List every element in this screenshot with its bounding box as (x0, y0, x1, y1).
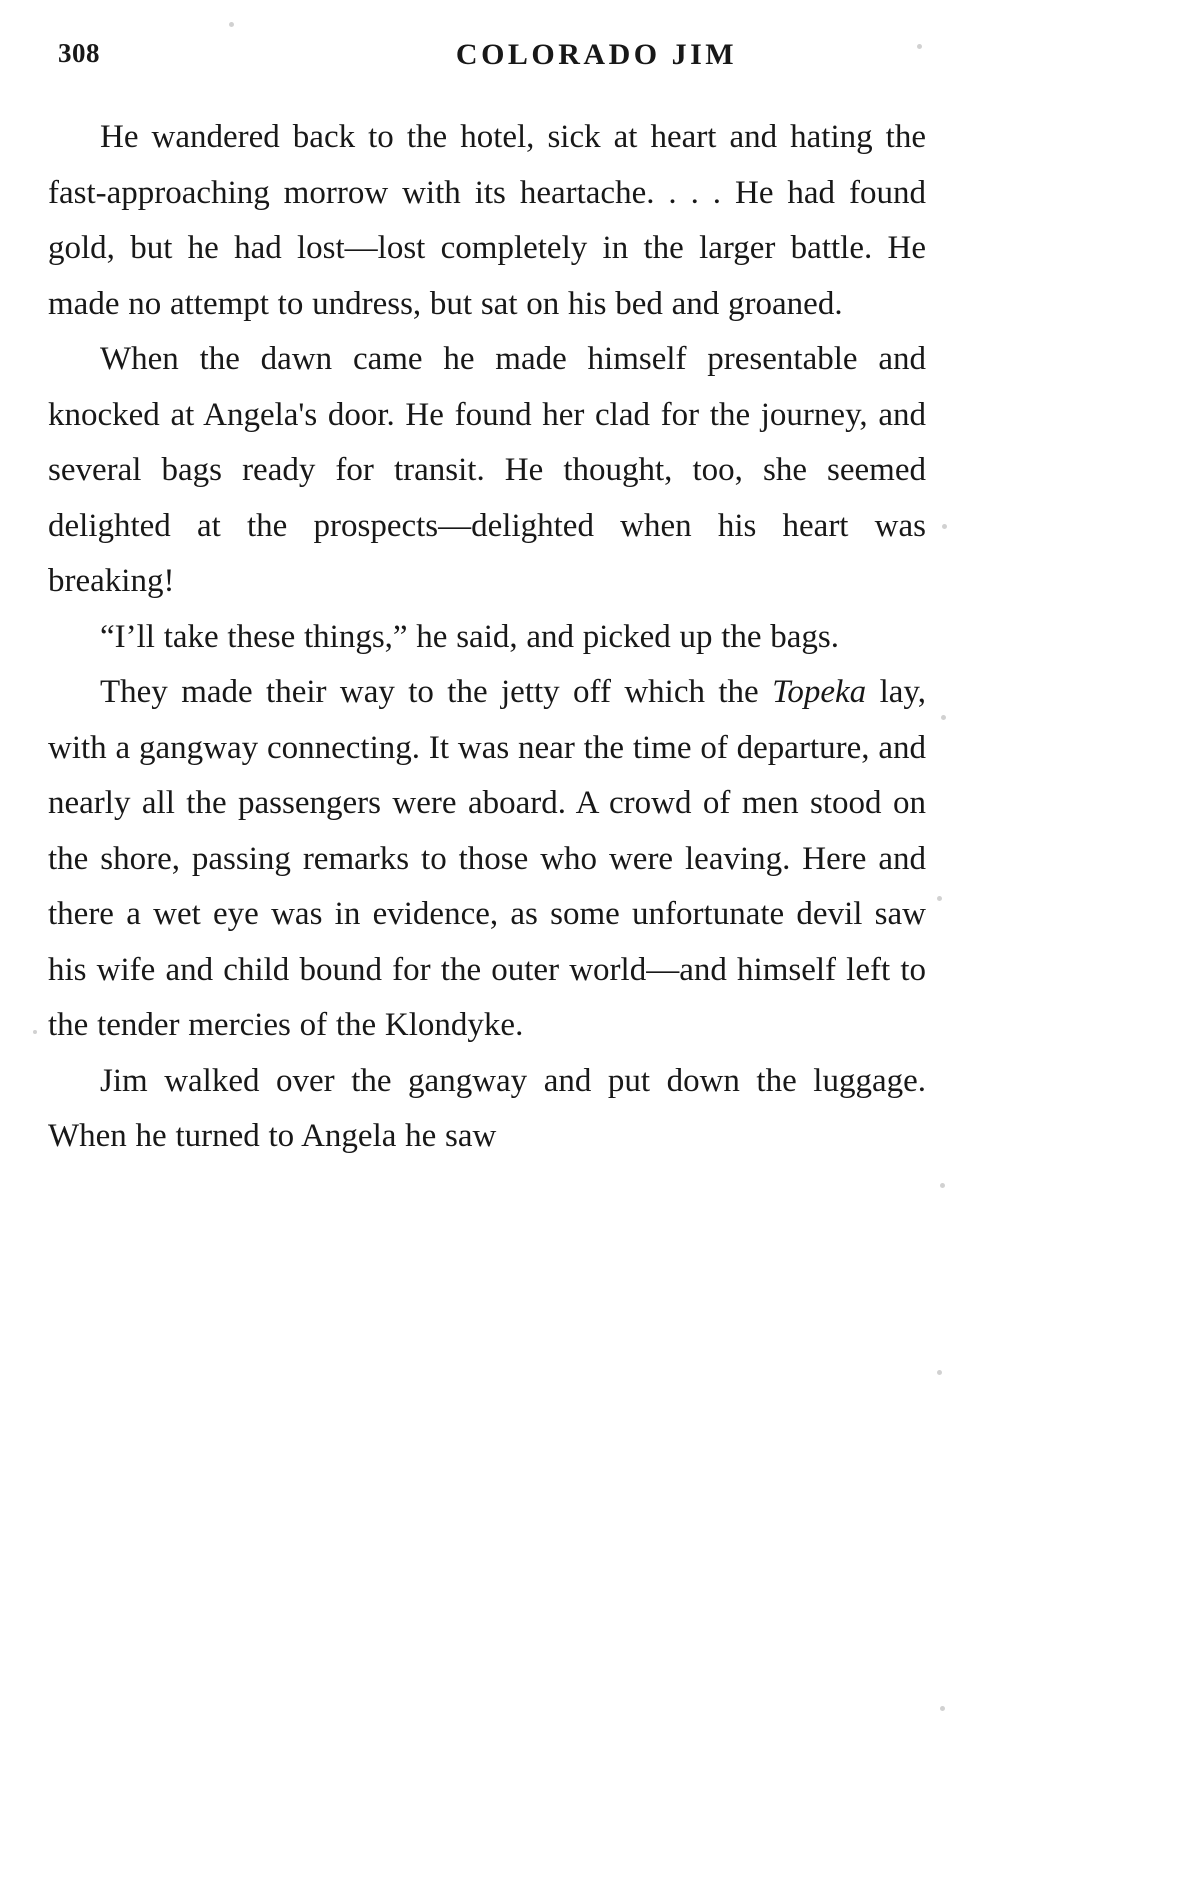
paragraph-text-tail: lay, with a gangway connecting. It was near the time of departure, and nearly all the passengers were aboard. A crowd of men stood on the shore, passing remarks to those who were leaving. Here and there a wet eye was in evidence, as some unfortunate devil saw his wife and child bound for the outer world—and himself left to the tender mercies of the Klondyke. (48, 674, 926, 1043)
paragraph-with-italic-title (48, 665, 926, 1054)
paragraph: He wandered back to the hotel, sick at heart and hating the fast-approaching morrow with its heartache. . . . He had found gold, but he had lost—lost completely in the larger battle. He made no attempt to undress, but sat on his bed and groaned. (48, 119, 926, 322)
scan-speck-icon (940, 1183, 945, 1188)
scan-speck-icon (940, 1706, 945, 1711)
paragraph: Jim walked over the gangway and put down the luggage. When he turned to Angela he saw (48, 1062, 926, 1154)
paragraph: “I’ll take these things,” he said, and picked up the bags. (100, 618, 840, 655)
scan-speck-icon (33, 1030, 37, 1034)
page-number: 308 (58, 38, 100, 68)
page-header (0, 38, 1193, 84)
scan-speck-icon (229, 22, 234, 27)
running-head-title: COLORADO JIM (455, 38, 738, 71)
paragraph: When the dawn came he made himself presentable and knocked at Angela's door. He found her clad for the journey, and several bags ready for transit. He thought, too, she seemed delighted at the prospects—delighted when his heart was breaking! (48, 341, 926, 599)
scan-speck-icon (937, 896, 942, 901)
scan-speck-icon (937, 1370, 942, 1375)
scan-speck-icon (917, 44, 922, 49)
scan-speck-icon (941, 715, 946, 720)
scan-speck-icon (942, 524, 947, 529)
book-title-italic: Topeka (772, 674, 867, 710)
page-body (48, 110, 926, 1165)
paragraph-text-lead: They made their way to the jetty off which the (100, 674, 773, 710)
